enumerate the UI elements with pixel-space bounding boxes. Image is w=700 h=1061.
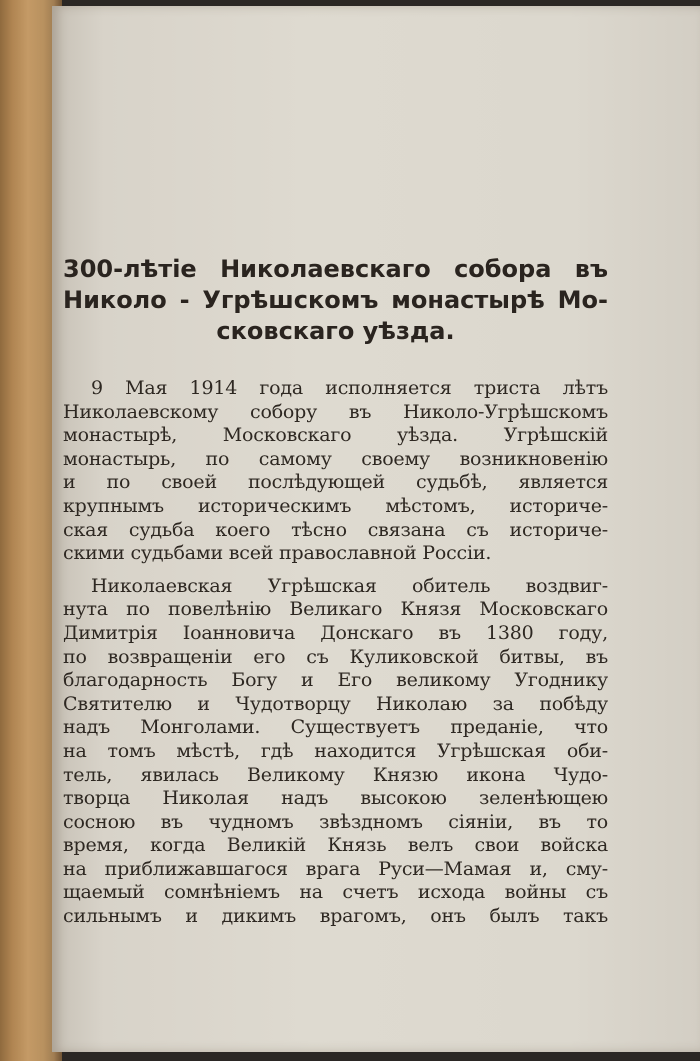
text-line: тель, явилась Великому Князю икона Чудо- <box>63 763 608 786</box>
text-line: щаемый сомнѣніемъ на счетъ исхода войны съ <box>63 881 608 904</box>
article-title <box>63 254 608 347</box>
page-content <box>60 254 620 938</box>
title-line: 300-лѣтіе Николаевскаго собора въ <box>63 255 608 283</box>
text-line: монастырь, по самому своему возникновенію <box>63 447 608 470</box>
title-line: сковскаго уѣзда. <box>216 317 455 345</box>
text-line: по возвращеніи его съ Куликовской битвы, въ <box>63 645 608 668</box>
text-line: благодарность Богу и Его великому Угоднику <box>63 669 608 692</box>
text-line: творца Николая надъ высокою зеленѣющею <box>63 787 608 810</box>
text-line: скими судьбами всей православной Россіи. <box>63 542 492 565</box>
text-line: Николаевскому собору въ Николо-Угрѣшскомъ <box>63 400 608 423</box>
text-line: нута по повелѣнію Великаго Князя Московскаго <box>63 598 608 621</box>
text-line: надъ Монголами. Существуетъ преданіе, что <box>63 716 608 739</box>
text-line: сильнымъ и дикимъ врагомъ, онъ былъ такъ <box>63 905 608 928</box>
text-line: на приближавшагося врага Руси—Мамая и, сму- <box>63 857 608 880</box>
text-line: 9 Мая 1914 года исполняется триста лѣтъ <box>91 377 608 399</box>
paragraph-2 <box>63 575 608 929</box>
article-body <box>63 377 608 929</box>
text-line: Николаевская Угрѣшская обитель воздвиг- <box>91 574 608 597</box>
text-line: крупнымъ историческимъ мѣстомъ, историче- <box>63 494 608 517</box>
text-line: Димитрія Іоанновича Донскаго въ 1380 году, <box>63 621 608 644</box>
paragraph-1 <box>63 377 608 566</box>
text-line: и по своей послѣдующей судьбѣ, является <box>63 471 608 494</box>
text-line: на томъ мѣстѣ, гдѣ находится Угрѣшская оби- <box>63 739 608 762</box>
book-page <box>52 6 700 1052</box>
text-line: ская судьба коего тѣсно связана съ историче- <box>63 518 608 541</box>
text-line: время, когда Великій Князь велъ свои войска <box>63 834 608 857</box>
text-line: монастырѣ, Московскаго уѣзда. Угрѣшскій <box>63 424 608 447</box>
text-line: сосною въ чудномъ звѣздномъ сіяніи, въ то <box>63 810 608 833</box>
text-line: Святителю и Чудотворцу Николаю за побѣду <box>63 692 608 715</box>
title-line: Николо - Угрѣшскомъ монастырѣ Мо- <box>63 286 608 314</box>
